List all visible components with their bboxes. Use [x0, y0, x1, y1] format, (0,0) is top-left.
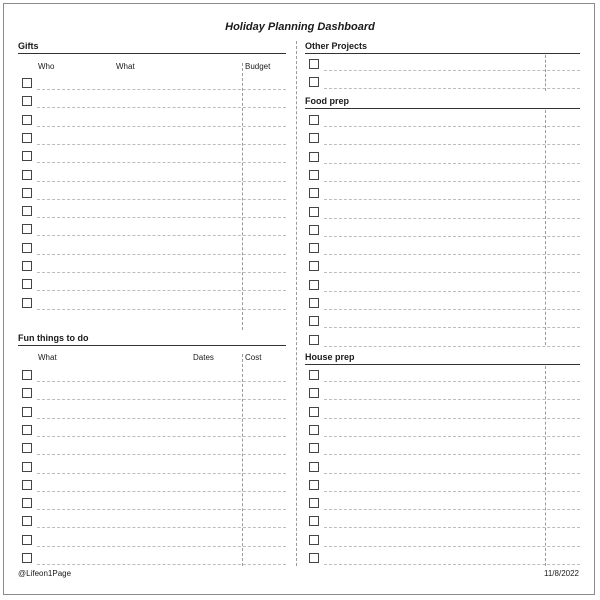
gifts-col-budget: Budget — [245, 62, 271, 71]
gift-row-checkbox[interactable] — [22, 261, 32, 271]
food-prep-row-entry-line[interactable] — [324, 199, 580, 200]
fun-row-entry-line[interactable] — [37, 527, 286, 528]
gift-row-entry-line[interactable] — [37, 254, 286, 255]
gift-row-entry-line[interactable] — [37, 107, 286, 108]
food-prep-row-entry-line[interactable] — [324, 218, 580, 219]
center-divider — [296, 41, 297, 566]
gift-row-entry-line[interactable] — [37, 126, 286, 127]
gift-row-checkbox[interactable] — [22, 78, 32, 88]
fun-row-entry-line[interactable] — [37, 509, 286, 510]
food-prep-row-entry-line[interactable] — [324, 181, 580, 182]
food-prep-row-checkbox[interactable] — [309, 316, 319, 326]
house-prep-row-entry-line[interactable] — [324, 546, 580, 547]
food-prep-row-checkbox[interactable] — [309, 152, 319, 162]
house-prep-row-checkbox[interactable] — [309, 407, 319, 417]
food-prep-divider — [545, 110, 546, 345]
food-prep-row-checkbox[interactable] — [309, 115, 319, 125]
house-prep-row-checkbox[interactable] — [309, 370, 319, 380]
fun-col-what: What — [38, 353, 57, 362]
page-title: Holiday Planning Dashboard — [225, 21, 375, 33]
gift-row-entry-line[interactable] — [37, 162, 286, 163]
house-prep-divider — [545, 366, 546, 566]
food-prep-row-entry-line[interactable] — [324, 254, 580, 255]
other-project-row-entry-line[interactable] — [324, 70, 580, 71]
fun-col-cost: Cost — [245, 353, 262, 362]
house-prep-row-entry-line[interactable] — [324, 509, 580, 510]
house-prep-row-entry-line[interactable] — [324, 473, 580, 474]
food-prep-row-entry-line[interactable] — [324, 309, 580, 310]
other-projects-divider — [545, 55, 546, 91]
fun-row-checkbox[interactable] — [22, 498, 32, 508]
page-frame — [3, 3, 595, 595]
gift-row-checkbox[interactable] — [22, 96, 32, 106]
food-prep-row-checkbox[interactable] — [309, 243, 319, 253]
other-project-row-entry-line[interactable] — [324, 88, 580, 89]
house-prep-row-entry-line[interactable] — [324, 436, 580, 437]
food-prep-row-entry-line[interactable] — [324, 327, 580, 328]
food-prep-row-checkbox[interactable] — [309, 298, 319, 308]
gifts-col-what: What — [116, 62, 135, 71]
house-prep-heading: House prep — [305, 352, 580, 365]
fun-cost-divider — [242, 354, 243, 566]
fun-row-checkbox[interactable] — [22, 516, 32, 526]
fun-row-checkbox[interactable] — [22, 425, 32, 435]
food-prep-row-entry-line[interactable] — [324, 291, 580, 292]
gift-row-entry-line[interactable] — [37, 272, 286, 273]
fun-col-dates: Dates — [193, 353, 214, 362]
fun-row-checkbox[interactable] — [22, 388, 32, 398]
fun-row-checkbox[interactable] — [22, 443, 32, 453]
fun-row-entry-line[interactable] — [37, 381, 286, 382]
fun-row-checkbox[interactable] — [22, 553, 32, 563]
house-prep-row-checkbox[interactable] — [309, 535, 319, 545]
house-prep-row-checkbox[interactable] — [309, 480, 319, 490]
gift-row-checkbox[interactable] — [22, 298, 32, 308]
gifts-col-who: Who — [38, 62, 55, 71]
gift-row-entry-line[interactable] — [37, 199, 286, 200]
house-prep-row-checkbox[interactable] — [309, 516, 319, 526]
gift-row-entry-line[interactable] — [37, 144, 286, 145]
gift-row-entry-line[interactable] — [37, 89, 286, 90]
food-prep-row-checkbox[interactable] — [309, 170, 319, 180]
gift-row-checkbox[interactable] — [22, 243, 32, 253]
food-prep-row-checkbox[interactable] — [309, 133, 319, 143]
gift-row-checkbox[interactable] — [22, 133, 32, 143]
gift-row-checkbox[interactable] — [22, 188, 32, 198]
gift-row-entry-line[interactable] — [37, 235, 286, 236]
gift-row-checkbox[interactable] — [22, 115, 32, 125]
fun-row-entry-line[interactable] — [37, 399, 286, 400]
fun-row-checkbox[interactable] — [22, 535, 32, 545]
food-prep-row-checkbox[interactable] — [309, 335, 319, 345]
fun-row-entry-line[interactable] — [37, 418, 286, 419]
gift-row-entry-line[interactable] — [37, 181, 286, 182]
fun-heading: Fun things to do — [18, 333, 286, 346]
footer-date: 11/8/2022 — [544, 569, 579, 578]
food-prep-row-entry-line[interactable] — [324, 346, 580, 347]
fun-row-checkbox[interactable] — [22, 480, 32, 490]
gift-row-checkbox[interactable] — [22, 279, 32, 289]
house-prep-row-checkbox[interactable] — [309, 443, 319, 453]
fun-row-entry-line[interactable] — [37, 454, 286, 455]
fun-row-checkbox[interactable] — [22, 462, 32, 472]
fun-row-entry-line[interactable] — [37, 491, 286, 492]
house-prep-row-entry-line[interactable] — [324, 564, 580, 565]
food-prep-row-entry-line[interactable] — [324, 236, 580, 237]
house-prep-row-entry-line[interactable] — [324, 418, 580, 419]
food-prep-row-entry-line[interactable] — [324, 163, 580, 164]
gift-row-entry-line[interactable] — [37, 217, 286, 218]
house-prep-row-checkbox[interactable] — [309, 462, 319, 472]
food-prep-row-checkbox[interactable] — [309, 261, 319, 271]
food-prep-row-checkbox[interactable] — [309, 188, 319, 198]
house-prep-row-checkbox[interactable] — [309, 553, 319, 563]
house-prep-row-entry-line[interactable] — [324, 491, 580, 492]
house-prep-row-entry-line[interactable] — [324, 381, 580, 382]
food-prep-row-entry-line[interactable] — [324, 126, 580, 127]
other-project-row-checkbox[interactable] — [309, 77, 319, 87]
house-prep-row-entry-line[interactable] — [324, 527, 580, 528]
fun-row-entry-line[interactable] — [37, 473, 286, 474]
footer-brand: @Lifeon1Page — [18, 569, 72, 578]
food-prep-row-entry-line[interactable] — [324, 144, 580, 145]
gift-row-checkbox[interactable] — [22, 170, 32, 180]
house-prep-row-checkbox[interactable] — [309, 388, 319, 398]
fun-row-entry-line[interactable] — [37, 564, 286, 565]
gift-row-checkbox[interactable] — [22, 206, 32, 216]
gift-row-entry-line[interactable] — [37, 309, 286, 310]
gifts-budget-divider — [242, 63, 243, 330]
fun-row-entry-line[interactable] — [37, 546, 286, 547]
other-project-row-checkbox[interactable] — [309, 59, 319, 69]
house-prep-row-entry-line[interactable] — [324, 399, 580, 400]
food-prep-row-checkbox[interactable] — [309, 207, 319, 217]
gift-row-entry-line[interactable] — [37, 290, 286, 291]
gift-row-checkbox[interactable] — [22, 224, 32, 234]
gifts-heading: Gifts — [18, 41, 286, 54]
house-prep-row-checkbox[interactable] — [309, 425, 319, 435]
food-prep-heading: Food prep — [305, 96, 580, 109]
gift-row-checkbox[interactable] — [22, 151, 32, 161]
fun-row-checkbox[interactable] — [22, 370, 32, 380]
fun-row-checkbox[interactable] — [22, 407, 32, 417]
house-prep-row-entry-line[interactable] — [324, 454, 580, 455]
food-prep-row-checkbox[interactable] — [309, 225, 319, 235]
other-projects-heading: Other Projects — [305, 41, 580, 54]
food-prep-row-checkbox[interactable] — [309, 280, 319, 290]
fun-row-entry-line[interactable] — [37, 436, 286, 437]
house-prep-row-checkbox[interactable] — [309, 498, 319, 508]
food-prep-row-entry-line[interactable] — [324, 272, 580, 273]
